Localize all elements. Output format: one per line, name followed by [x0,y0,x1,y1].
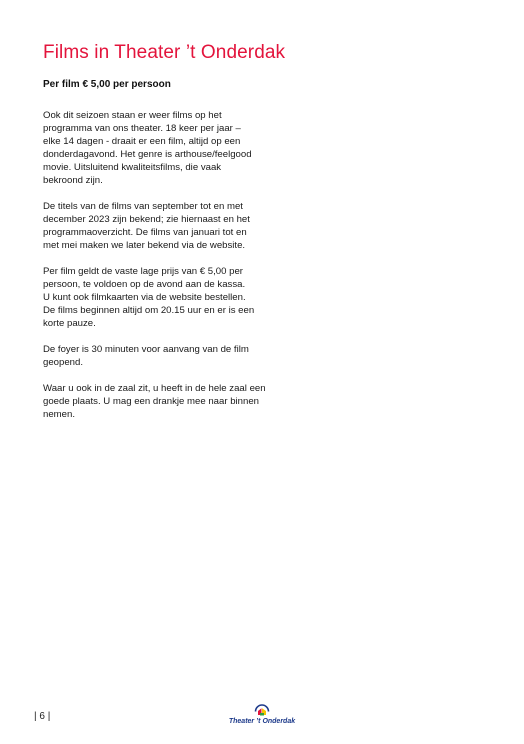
text-line: Waar u ook in de zaal zit, u heeft in de hele zaal een [43,383,266,394]
text-line: Ook dit seizoen staan er weer films op het [43,110,222,121]
price-subtitle: Per film € 5,00 per persoon [43,79,171,90]
logo-text: Theater ’t Onderdak [228,718,296,725]
text-line: geopend. [43,357,84,368]
text-line: De foyer is 30 minuten voor aanvang van de film [43,344,249,355]
page-number: | 6 | [34,711,51,722]
paragraph-titles [43,200,268,252]
text-line: december 2023 zijn bekend; zie hiernaast en het [43,214,250,225]
text-line: korte pauze. [43,318,96,329]
page-title: Films in Theater ’t Onderdak [43,42,286,63]
text-line: met mei maken we later bekend via de website. [43,240,246,251]
paragraph-seating [43,382,268,421]
text-line: Per film geldt de vaste lage prijs van € 5,00 per [43,266,243,277]
text-line: U kunt ook filmkaarten via de website bestellen. [43,292,246,303]
paragraph-intro [43,109,268,187]
text-line: De titels van de films van september tot en met [43,201,243,212]
text-line: bekroond zijn. [43,175,103,186]
theater-logo [226,702,298,730]
text-line: donderdagavond. Het genre is arthouse/feelgood [43,149,252,160]
text-line: persoon, te voldoen op de avond aan de kassa. [43,279,246,290]
paragraph-price [43,265,268,330]
body-text [43,109,268,434]
text-line: movie. Uitsluitend kwaliteitsfilms, die vaak [43,162,222,173]
theater-logo-icon [254,702,270,717]
text-line: De films beginnen altijd om 20.15 uur en er is een [43,305,255,316]
text-line: elke 14 dagen - draait er een film, altijd op een [43,136,241,147]
text-line: goede plaats. U mag een drankje mee naar binnen [43,396,260,407]
text-line: programma van ons theater. 18 keer per jaar – [43,123,241,134]
paragraph-foyer [43,343,268,369]
text-line: nemen. [43,409,75,420]
text-line: programmaoverzicht. De films van januari tot en [43,227,247,238]
